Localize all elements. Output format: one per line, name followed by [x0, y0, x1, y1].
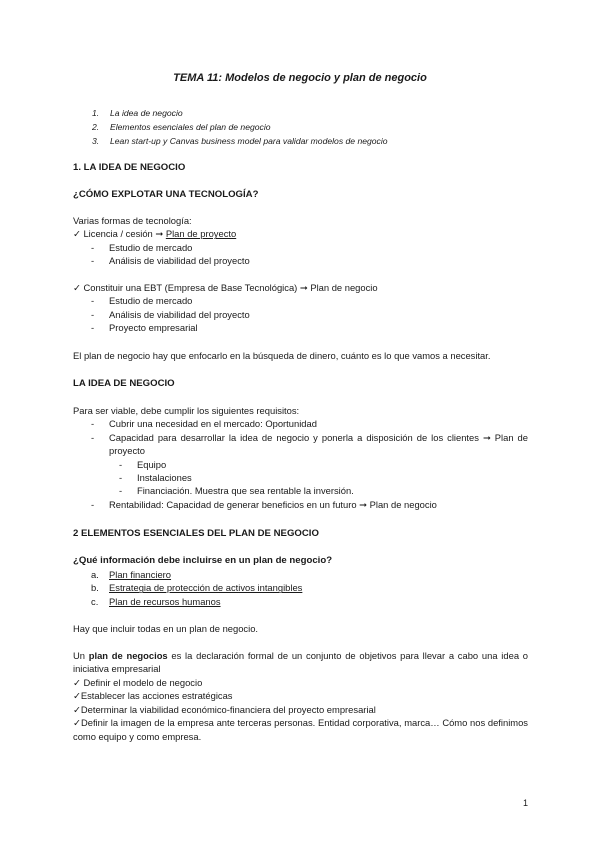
list-item-text: Rentabilidad: Capacidad de generar beneficios en un futuro ➞ Plan de negocio: [109, 498, 437, 510]
sub-list-item-text: Instalaciones: [137, 472, 192, 484]
definition-paragraph: [73, 649, 528, 676]
check-item: ✓Determinar la viabilidad económico-financiera del proyecto empresarial: [73, 703, 376, 715]
page-number: 1: [522, 798, 528, 808]
check-item: ✓Definir la imagen de la empresa ante terceras personas. Entidad corporativa, marca… Cómo nos definimos como equipo y como empresa.: [73, 717, 528, 742]
list-item: [73, 581, 528, 594]
toc-text: La idea de negocio: [110, 108, 183, 118]
list-item: - Estudio de mercado: [73, 294, 528, 307]
definition-prefix: Un: [73, 650, 89, 661]
list-marker: c.: [91, 595, 99, 607]
section-2-list: [73, 568, 528, 608]
definition-text: es la declaración formal de un conjunto de objetivos para llevar a cabo una idea o iniciativa empresarial: [73, 650, 528, 675]
list-marker: b.: [91, 582, 99, 594]
sub-list-item-text: Financiación. Muestra que sea rentable la inversión.: [137, 485, 354, 497]
list-item: - Capacidad para desarrollar la idea de negocio y ponerla a disposición de los clientes ➞ Plan de proyecto: [91, 431, 528, 457]
toc-item: [92, 134, 388, 148]
section-2-question: ¿Qué información debe incluirse en un plan de negocio?: [73, 555, 333, 566]
list-item: - Cubrir una necesidad en el mercado: Oportunidad: [73, 417, 528, 430]
list-item: [73, 595, 528, 608]
list-item-text: Plan financiero: [109, 569, 172, 580]
sub-list-item-text: Equipo: [137, 458, 167, 470]
sub-list-item: - Financiación. Muestra que sea rentable la inversión.: [73, 484, 528, 497]
option-1-link: Plan de proyecto: [165, 228, 237, 240]
toc-number: 3.: [92, 136, 100, 146]
checklist: [73, 676, 528, 743]
list-item-text: Estudio de mercado: [109, 295, 193, 307]
list-item-text: Estudio de mercado: [109, 241, 193, 253]
list-item: - Proyecto empresarial: [73, 321, 528, 334]
option-1: [73, 227, 528, 240]
list-item-text: Análisis de viabilidad del proyecto: [109, 255, 250, 267]
section-2-heading: 2 ELEMENTOS ESENCIALES DEL PLAN DE NEGOCIO: [73, 528, 319, 539]
list-marker: a.: [91, 569, 99, 580]
toc-text: Lean start-up y Canvas business model para validar modelos de negocio: [110, 136, 388, 146]
section-1-question: ¿CÓMO EXPLOTAR UNA TECNOLOGÍA?: [73, 189, 259, 200]
check-item: ✓Establecer las acciones estratégicas: [73, 690, 233, 702]
list-item-text: Estrategia de protección de activos intangibles: [109, 582, 303, 594]
toc-number: 2.: [92, 122, 100, 132]
list-item: - Estudio de mercado: [73, 241, 528, 254]
toc-text: Elementos esenciales del plan de negocio: [110, 122, 271, 132]
check-item: ✓ Definir el modelo de negocio: [73, 677, 203, 688]
list-item-text: Capacidad para desarrollar la idea de negocio y ponerla a disposición de los clientes ➞ Plan de proyecto: [109, 431, 528, 457]
section-1-body: [73, 214, 528, 268]
section-2-note: Hay que incluir todas en un plan de negocio.: [73, 623, 259, 634]
list-item-text: Análisis de viabilidad del proyecto: [109, 308, 250, 320]
sub-list-item: - Instalaciones: [73, 471, 528, 484]
list-item-text: Proyecto empresarial: [109, 322, 198, 334]
toc-number: 1.: [92, 108, 100, 118]
section-1-note: El plan de negocio hay que enfocarlo en la búsqueda de dinero, cuánto es lo que vamos a necesitar.: [73, 350, 491, 361]
idea-intro: Para ser viable, debe cumplir los siguientes requisitos:: [73, 405, 300, 416]
list-item: - Análisis de viabilidad del proyecto: [73, 254, 528, 267]
sub-list-item: - Equipo: [73, 458, 528, 471]
list-item: - Rentabilidad: Capacidad de generar beneficios en un futuro ➞ Plan de negocio: [73, 498, 528, 511]
page-title: TEMA 11: Modelos de negocio y plan de negocio: [173, 72, 427, 84]
option-2: ✓ Constituir una EBT (Empresa de Base Tecnológica) ➞ Plan de negocio: [73, 282, 378, 293]
option-1-label: ✓ Licencia / cesión ➞: [73, 228, 166, 240]
idea-body: [73, 404, 528, 511]
table-of-contents: [92, 106, 388, 148]
toc-item: [92, 120, 388, 134]
idea-heading: LA IDEA DE NEGOCIO: [73, 378, 175, 389]
list-item-text: Plan de recursos humanos: [109, 595, 221, 607]
section-1-heading: 1. LA IDEA DE NEGOCIO: [73, 162, 186, 173]
list-item: [73, 568, 528, 581]
list-item-text: Cubrir una necesidad en el mercado: Oportunidad: [109, 418, 317, 430]
toc-item: [92, 106, 388, 120]
definition-term: plan de negocios: [88, 650, 168, 661]
section-1-option-2: [73, 281, 528, 335]
intro-text: Varias formas de tecnología:: [73, 215, 192, 226]
list-item: - Análisis de viabilidad del proyecto: [73, 308, 528, 321]
